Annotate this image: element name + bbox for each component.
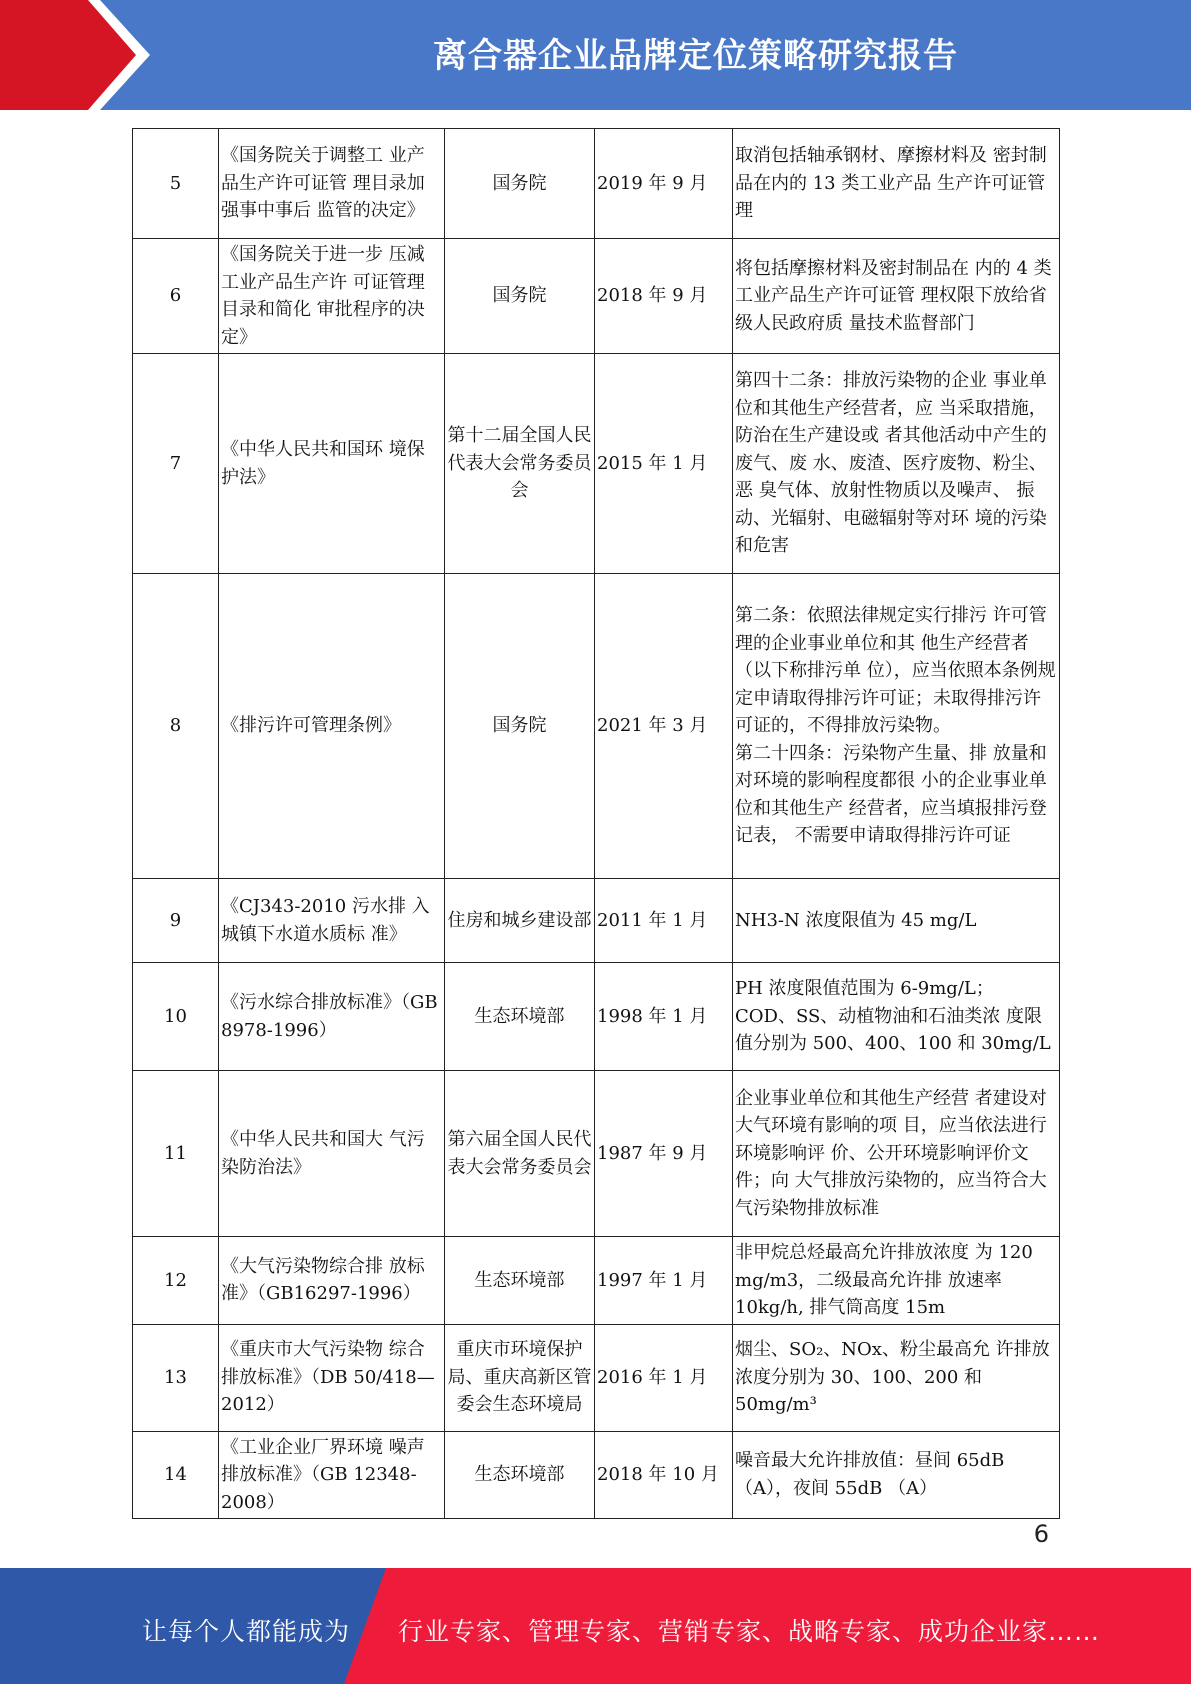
key-content-cell: 第二条：依照法律规定实行排污 许可管理的企业事业单位和其 他生产经营者（以下称排污单 位），应当依照本条例规定申请取得排污许可证；未取得排污许 可证的，不得排放污染物。 第二十四条：污染物产生量、排 放量和对环境的影响程度都很 小的企业事业单位和其他生产 经营者，应当填报排污登记表， 不需要申请取得排污许可证 bbox=[733, 574, 1060, 879]
table-row bbox=[133, 1237, 1060, 1325]
regulation-name-cell: 《污水综合排放标准》（GB 8978-1996） bbox=[219, 963, 445, 1071]
regulation-table bbox=[132, 128, 1059, 1519]
table-row bbox=[133, 239, 1060, 354]
issuer-cell: 生态环境部 bbox=[445, 1237, 595, 1325]
table-row bbox=[133, 879, 1060, 963]
key-content-cell: 第四十二条：排放污染物的企业 事业单位和其他生产经营者，应 当采取措施，防治在生产建设或 者其他活动中产生的废气、废 水、废渣、医疗废物、粉尘、恶 臭气体、放射性物质以及噪声、 振动、光辐射、电磁辐射等对环 境的污染和危害 bbox=[733, 354, 1060, 574]
row-number-cell: 6 bbox=[133, 239, 219, 354]
table-row bbox=[133, 129, 1060, 239]
regulation-name-cell: 《国务院关于调整工 业产品生产许可证管 理目录加强事中事后 监管的决定》 bbox=[219, 129, 445, 239]
issuer-cell: 生态环境部 bbox=[445, 1431, 595, 1519]
table-row bbox=[133, 1431, 1060, 1519]
regulation-name-cell: 《中华人民共和国大 气污染防治法》 bbox=[219, 1071, 445, 1237]
regulation-name-cell: 《工业企业厂界环境 噪声排放标准》（GB 12348-2008） bbox=[219, 1431, 445, 1519]
effective-date-cell: 2021 年 3 月 bbox=[595, 574, 733, 879]
issuer-cell: 国务院 bbox=[445, 239, 595, 354]
row-number-cell: 14 bbox=[133, 1431, 219, 1519]
effective-date-cell: 1997 年 1 月 bbox=[595, 1237, 733, 1325]
table-body bbox=[133, 129, 1060, 1519]
footer-slogan-right: 行业专家、管理专家、营销专家、战略专家、成功企业家…… bbox=[398, 1617, 1101, 1646]
regulation-name-cell: 《重庆市大气污染物 综合排放标准》（DB 50/418—2012） bbox=[219, 1324, 445, 1431]
key-content-cell: 将包括摩擦材料及密封制品在 内的 4 类工业产品生产许可证管 理权限下放给省级人民政府质 量技术监督部门 bbox=[733, 239, 1060, 354]
key-content-cell: PH 浓度限值范围为 6-9mg/L； COD、SS、动植物油和石油类浓 度限值分别为 500、400、100 和 30mg/L bbox=[733, 963, 1060, 1071]
row-number-cell: 11 bbox=[133, 1071, 219, 1237]
issuer-cell: 生态环境部 bbox=[445, 963, 595, 1071]
footer-slogan-left: 让每个人都能成为 bbox=[142, 1617, 351, 1646]
row-number-cell: 12 bbox=[133, 1237, 219, 1325]
page-header bbox=[0, 0, 1191, 110]
table-row bbox=[133, 1324, 1060, 1431]
page-footer bbox=[0, 1568, 1191, 1684]
table-row bbox=[133, 963, 1060, 1071]
key-content-cell: 噪音最大允许排放值：昼间 65dB （A），夜间 55dB （A） bbox=[733, 1431, 1060, 1519]
effective-date-cell: 1998 年 1 月 bbox=[595, 963, 733, 1071]
key-content-cell: 取消包括轴承钢材、摩擦材料及 密封制品在内的 13 类工业产品 生产许可证管理 bbox=[733, 129, 1060, 239]
table-row bbox=[133, 574, 1060, 879]
key-content-cell: 烟尘、SO₂、NOx、粉尘最高允 许排放浓度分别为 30、100、200 和 50mg/m³ bbox=[733, 1324, 1060, 1431]
regulation-name-cell: 《国务院关于进一步 压减工业产品生产许 可证管理目录和简化 审批程序的决定》 bbox=[219, 239, 445, 354]
issuer-cell: 重庆市环境保护局、重庆高新区管委会生态环境局 bbox=[445, 1324, 595, 1431]
effective-date-cell: 2016 年 1 月 bbox=[595, 1324, 733, 1431]
row-number-cell: 7 bbox=[133, 354, 219, 574]
issuer-cell: 第六届全国人民代表大会常务委员会 bbox=[445, 1071, 595, 1237]
issuer-cell: 国务院 bbox=[445, 129, 595, 239]
table-row bbox=[133, 354, 1060, 574]
regulation-name-cell: 《中华人民共和国环 境保护法》 bbox=[219, 354, 445, 574]
page-number: 6 bbox=[1033, 1520, 1049, 1548]
effective-date-cell: 2018 年 9 月 bbox=[595, 239, 733, 354]
row-number-cell: 10 bbox=[133, 963, 219, 1071]
row-number-cell: 5 bbox=[133, 129, 219, 239]
key-content-cell: 企业事业单位和其他生产经营 者建设对大气环境有影响的项 目，应当依法进行环境影响评 价、公开环境影响评价文件；向 大气排放污染物的，应当符合大 气污染物排放标准 bbox=[733, 1071, 1060, 1237]
table-row bbox=[133, 1071, 1060, 1237]
issuer-cell: 住房和城乡建设部 bbox=[445, 879, 595, 963]
effective-date-cell: 2011 年 1 月 bbox=[595, 879, 733, 963]
effective-date-cell: 2015 年 1 月 bbox=[595, 354, 733, 574]
regulation-name-cell: 《CJ343-2010 污水排 入城镇下水道水质标 准》 bbox=[219, 879, 445, 963]
key-content-cell: 非甲烷总烃最高允许排放浓度 为 120 mg/m3，二级最高允许排 放速率 10kg/h, 排气筒高度 15m bbox=[733, 1237, 1060, 1325]
effective-date-cell: 1987 年 9 月 bbox=[595, 1071, 733, 1237]
regulation-name-cell: 《排污许可管理条例》 bbox=[219, 574, 445, 879]
effective-date-cell: 2019 年 9 月 bbox=[595, 129, 733, 239]
issuer-cell: 第十二届全国人民代表大会常务委员会 bbox=[445, 354, 595, 574]
issuer-cell: 国务院 bbox=[445, 574, 595, 879]
row-number-cell: 8 bbox=[133, 574, 219, 879]
header-arrow-graphic bbox=[0, 0, 160, 110]
effective-date-cell: 2018 年 10 月 bbox=[595, 1431, 733, 1519]
report-title: 离合器企业品牌定位策略研究报告 bbox=[433, 36, 958, 76]
regulation-name-cell: 《大气污染物综合排 放标准》（GB16297-1996） bbox=[219, 1237, 445, 1325]
row-number-cell: 9 bbox=[133, 879, 219, 963]
key-content-cell: NH3-N 浓度限值为 45 mg/L bbox=[733, 879, 1060, 963]
row-number-cell: 13 bbox=[133, 1324, 219, 1431]
